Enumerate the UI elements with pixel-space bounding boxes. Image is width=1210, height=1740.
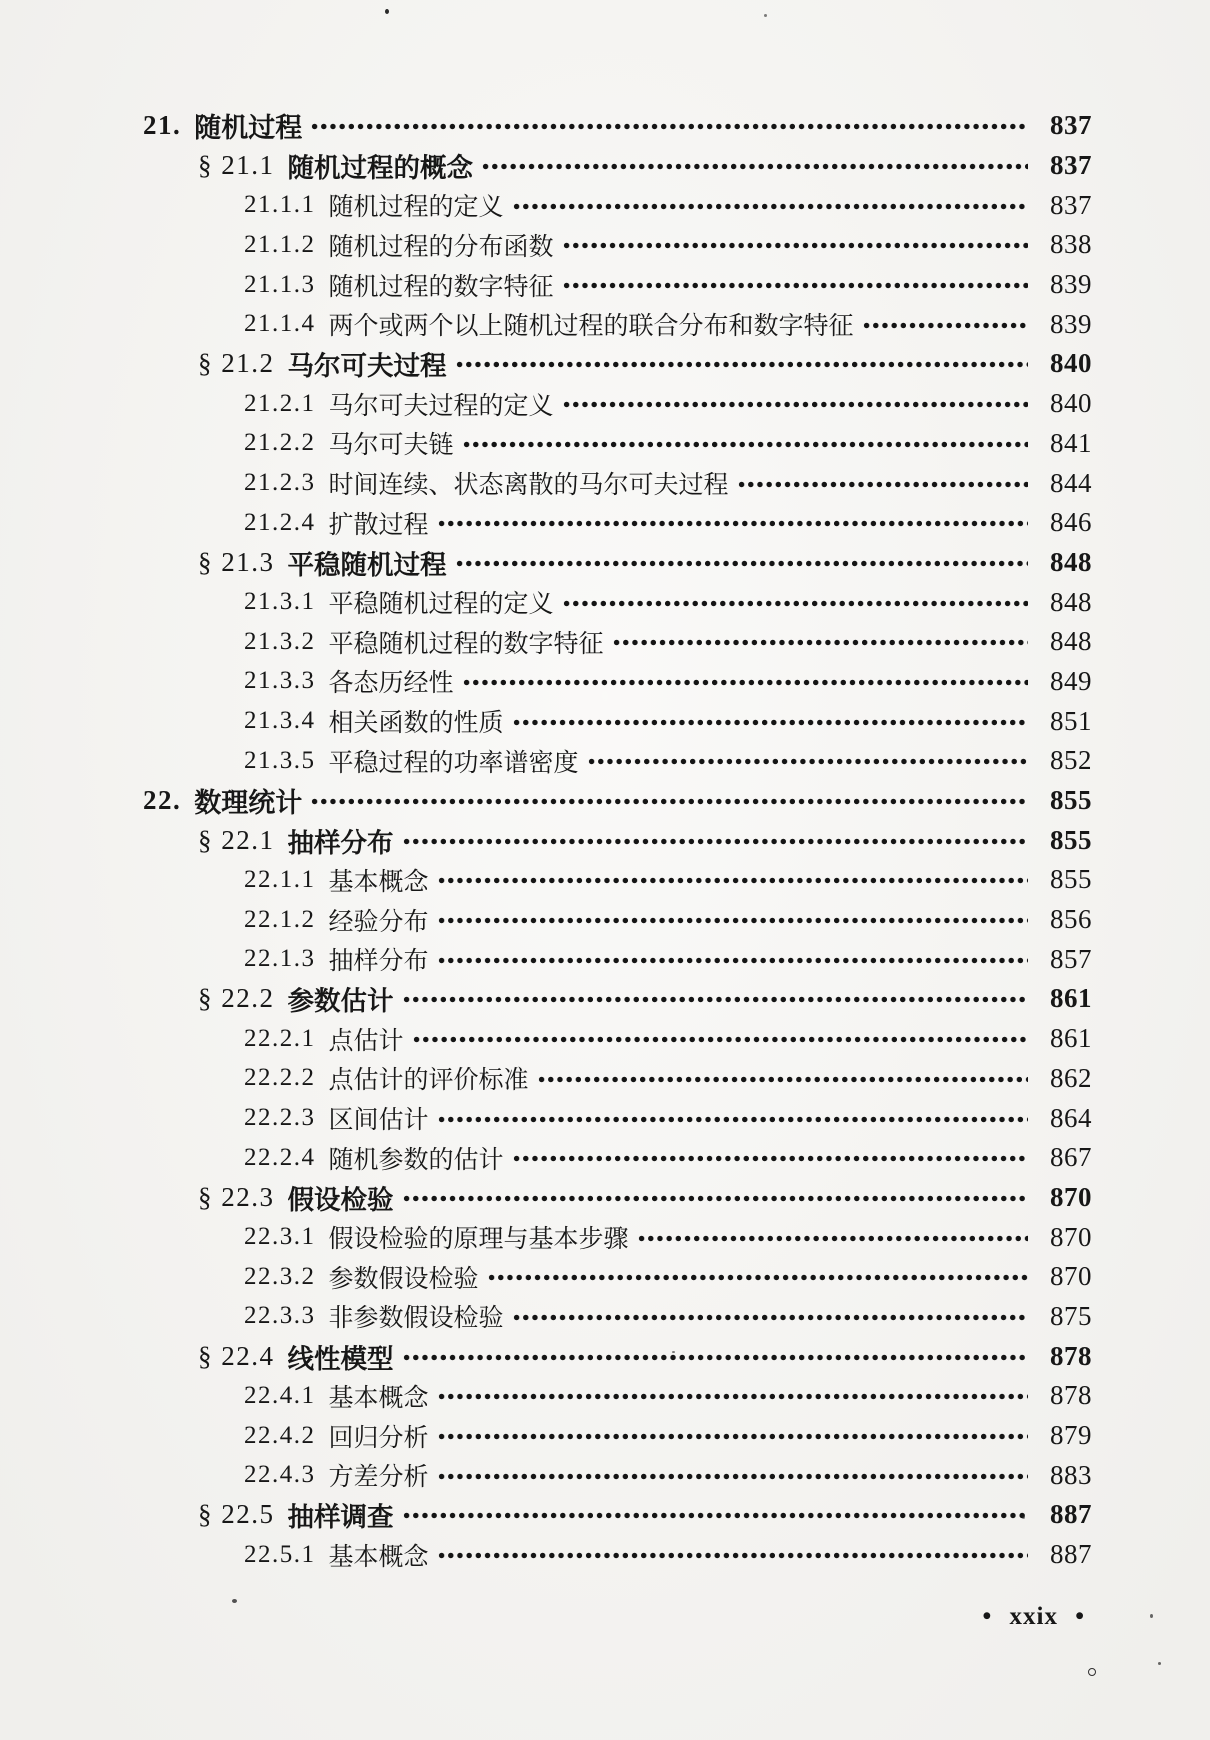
dot-leader-icon [310,798,1028,805]
dot-leader-icon [587,758,1028,765]
scan-speck [764,14,767,17]
toc-entry-number: 22.2.4 [244,1143,316,1171]
toc-entry [143,582,1092,622]
toc-entry-title: 随机参数的估计 [328,1146,504,1174]
toc-entry-title: 方差分析 [328,1464,429,1492]
dot-leader-icon [612,639,1028,646]
toc-entry-page: 887 [1050,1499,1092,1530]
dot-leader-icon [512,719,1028,726]
toc-entry-title: 平稳随机过程 [287,549,447,580]
toc-entry [143,979,1092,1019]
toc-entry-number: 21.2.3 [244,469,316,497]
toc-entry-page: 848 [1050,626,1092,657]
toc-entry-title: 基本概念 [328,1543,429,1571]
toc-entry-title: 经验分布 [328,908,429,936]
scan-speck [672,1351,675,1353]
toc-entry [143,384,1092,424]
dot-leader-icon [637,1235,1028,1242]
dot-leader-icon [537,1076,1028,1083]
toc-entry-page: 878 [1050,1380,1092,1411]
dot-leader-icon [562,401,1028,408]
toc-entry-page: 848 [1050,586,1092,617]
scan-speck [232,1599,237,1603]
toc-entry-page: 867 [1050,1142,1092,1173]
toc-entry [143,939,1092,979]
toc-entry-number: § 22.1 [198,824,275,855]
toc-entry-page: 887 [1050,1539,1092,1570]
toc-entry-number: § 21.2 [198,348,275,379]
toc-entry-page: 851 [1050,705,1092,736]
toc-entry-title: 平稳随机过程的数字特征 [328,630,604,658]
toc-entry-page: 861 [1050,1023,1092,1054]
toc-entry [143,1495,1092,1535]
toc-entry-title: 马尔可夫链 [328,432,454,460]
scan-speck [1150,1614,1153,1618]
toc-entry-title: 回归分析 [328,1424,429,1452]
toc-entry-number: 22.4.2 [244,1421,316,1449]
toc-entry-page: 855 [1050,824,1092,855]
toc-entry-page: 870 [1050,1261,1092,1292]
toc-entry [143,225,1092,265]
scan-speck [1022,1516,1025,1519]
dot-leader-icon [437,957,1028,964]
toc-entry-page: 840 [1050,348,1092,379]
toc-entry [143,1257,1092,1297]
dot-leader-icon [437,877,1028,884]
toc-entry-title: 基本概念 [328,868,429,896]
toc-entry-page: 864 [1050,1102,1092,1133]
toc-entry-page: 837 [1050,110,1092,141]
toc-entry-number: 22.1.3 [244,945,316,973]
toc-entry-page: 856 [1050,904,1092,935]
toc-entry [143,1138,1092,1178]
toc-entry [143,1019,1092,1059]
toc-entry-title: 假设检验 [287,1184,394,1215]
toc-entry [143,304,1092,344]
toc-entry-page: 837 [1050,150,1092,181]
toc-entry-number: 21.1.2 [244,230,316,258]
dot-leader-icon [462,679,1028,686]
toc-entry-title: 平稳过程的功率谱密度 [328,749,579,777]
dot-leader-icon [562,600,1028,607]
toc-entry-title: 非参数假设检验 [328,1305,504,1333]
toc-entry [143,1535,1092,1575]
dot-leader-icon [562,242,1028,249]
toc-entry-page: 870 [1050,1221,1092,1252]
dot-leader-icon [462,441,1028,448]
toc-entry-number: 21.3.2 [244,627,316,655]
dot-leader-icon [402,1512,1029,1519]
toc-entry-title: 区间估计 [328,1107,429,1135]
toc-entry-title: 抽样分布 [287,827,394,858]
dot-leader-icon [862,322,1028,329]
toc-entry [143,503,1092,543]
toc-entry-page: 841 [1050,427,1092,458]
toc-entry-number: 21.3.4 [244,707,316,735]
toc-entry-number: 22.3.3 [244,1302,316,1330]
toc-entry [143,344,1092,384]
toc-entry-page: 875 [1050,1300,1092,1331]
toc-entry-number: 22.1.1 [244,865,316,893]
toc-entry-page: 855 [1050,864,1092,895]
toc-entry-title: 随机过程的数字特征 [328,273,554,301]
toc-entry-title: 随机过程的定义 [328,194,504,222]
toc-entry [143,741,1092,781]
toc-entry-page: 839 [1050,269,1092,300]
toc-entry-title: 时间连续、状态离散的马尔可夫过程 [328,472,729,500]
toc-entry [143,1178,1092,1218]
toc-entry-number: 22. [143,785,182,816]
dot-leader-icon [437,1473,1028,1480]
toc-entry-page: 844 [1050,467,1092,498]
toc-entry-title: 马尔可夫过程的定义 [328,392,554,420]
toc-entry-title: 相关函数的性质 [328,710,504,738]
dot-leader-icon [412,1036,1028,1043]
toc-entry-number: 22.3.2 [244,1262,316,1290]
toc-entry-number: 22.5.1 [244,1540,316,1568]
dot-leader-icon [437,1433,1028,1440]
toc-entry [143,265,1092,305]
dot-leader-icon [481,163,1028,170]
toc-entry-title: 参数假设检验 [328,1265,479,1293]
dot-leader-icon [512,203,1028,210]
toc-entry [143,622,1092,662]
toc-entry-title: 两个或两个以上随机过程的联合分布和数字特征 [328,313,854,341]
dot-leader-icon [402,996,1029,1003]
toc-entry [143,1376,1092,1416]
dot-leader-icon [402,838,1029,845]
toc-entry-title: 线性模型 [287,1343,394,1374]
dot-leader-icon [437,520,1028,527]
dot-leader-icon [437,917,1028,924]
toc-entry-page: 849 [1050,665,1092,696]
toc-entry [143,781,1092,821]
toc-entry [143,662,1092,702]
toc-entry-title: 点估计的评价标准 [328,1067,529,1095]
toc-entry-page: 852 [1050,745,1092,776]
dot-leader-icon [512,1155,1028,1162]
toc-entry-page: 862 [1050,1062,1092,1093]
toc-entry-title: 点估计 [328,1027,404,1055]
toc-entry-number: 21. [143,110,182,141]
toc-entry-title: 随机过程的分布函数 [328,233,554,261]
toc-entry-number: 21.3.5 [244,746,316,774]
toc-entry-number: § 22.3 [198,1181,275,1212]
toc-entry [143,146,1092,186]
toc-entry-number: 22.1.2 [244,905,316,933]
dot-leader-icon [562,282,1028,289]
toc-entry-title: 假设检验的原理与基本步骤 [328,1226,629,1254]
toc-entry [143,701,1092,741]
toc-entry [143,1217,1092,1257]
scan-speck [385,9,389,14]
toc-entry-number: 22.2.1 [244,1024,316,1052]
toc-entry-number: 21.1.1 [244,191,316,219]
toc-entry-title: 数理统计 [194,788,303,819]
toc-entry-number: 21.2.4 [244,508,316,536]
toc-entry-page: 861 [1050,983,1092,1014]
toc-entry-page: 855 [1050,785,1092,816]
toc-entry [143,463,1092,503]
toc-entry-number: 22.4.3 [244,1461,316,1489]
toc-entry-title: 参数估计 [287,986,394,1017]
toc-entry-page: 839 [1050,308,1092,339]
toc-entry-title: 扩散过程 [328,511,429,539]
toc-entry [143,860,1092,900]
toc-entry-title: 马尔可夫过程 [287,351,447,382]
toc-entry [143,106,1092,146]
toc-entry-number: § 22.2 [198,983,275,1014]
toc-entry-page: 857 [1050,943,1092,974]
dot-leader-icon [512,1314,1028,1321]
dot-leader-icon [437,1116,1028,1123]
toc-entry [143,1416,1092,1456]
toc-entry-number: 21.1.3 [244,270,316,298]
dot-leader-icon [455,361,1029,368]
dot-leader-icon [437,1552,1028,1559]
toc-entry [143,820,1092,860]
toc-entry-number: 21.3.3 [244,667,316,695]
dot-leader-icon [487,1274,1028,1281]
dot-leader-icon [437,1393,1028,1400]
toc-entry [143,1336,1092,1376]
scan-speck [1088,1668,1096,1676]
toc-entry [143,1059,1092,1099]
toc-entry-page: 837 [1050,189,1092,220]
dot-leader-icon [402,1354,1029,1361]
toc-entry-title: 抽样调查 [287,1502,394,1533]
toc-entry-number: § 21.1 [198,150,275,181]
toc-entry-page: 878 [1050,1340,1092,1371]
toc-entry-title: 各态历经性 [328,670,454,698]
toc-entry-number: § 21.3 [198,546,275,577]
toc-entry-number: 22.2.2 [244,1064,316,1092]
toc-entry-page: 838 [1050,229,1092,260]
toc-entry [143,1098,1092,1138]
toc-entry-page: 846 [1050,507,1092,538]
toc-entry-page: 879 [1050,1420,1092,1451]
toc-entry [143,1297,1092,1337]
toc-entry-page: 840 [1050,388,1092,419]
toc-entry [143,900,1092,940]
toc-entry-title: 基本概念 [328,1384,429,1412]
toc-entry-title: 抽样分布 [328,948,429,976]
dot-leader-icon [455,560,1029,567]
dot-leader-icon [737,481,1028,488]
toc-entry-number: 22.2.3 [244,1104,316,1132]
toc-entry-title: 随机过程的概念 [287,153,473,184]
toc-entry-page: 848 [1050,546,1092,577]
scan-speck [1158,1662,1161,1665]
toc-list [143,106,1092,1574]
dot-leader-icon [402,1195,1029,1202]
toc-entry-number: § 22.4 [198,1340,275,1371]
toc-entry-number: 21.2.2 [244,429,316,457]
toc-entry-number: 21.1.4 [244,310,316,338]
dot-leader-icon [310,123,1028,130]
page-number-footer: • xxix • [982,1603,1085,1630]
toc-entry-number: 22.3.1 [244,1223,316,1251]
toc-entry [143,1455,1092,1495]
toc-entry-number: § 22.5 [198,1499,275,1530]
toc-entry-number: 21.2.1 [244,389,316,417]
toc-entry [143,424,1092,464]
toc-entry-page: 883 [1050,1459,1092,1490]
toc-entry-number: 21.3.1 [244,588,316,616]
toc-entry-number: 22.4.1 [244,1381,316,1409]
toc-entry-title: 随机过程 [194,113,303,144]
toc-entry [143,185,1092,225]
toc-entry [143,543,1092,583]
toc-entry-title: 平稳随机过程的定义 [328,591,554,619]
toc-entry-page: 870 [1050,1181,1092,1212]
